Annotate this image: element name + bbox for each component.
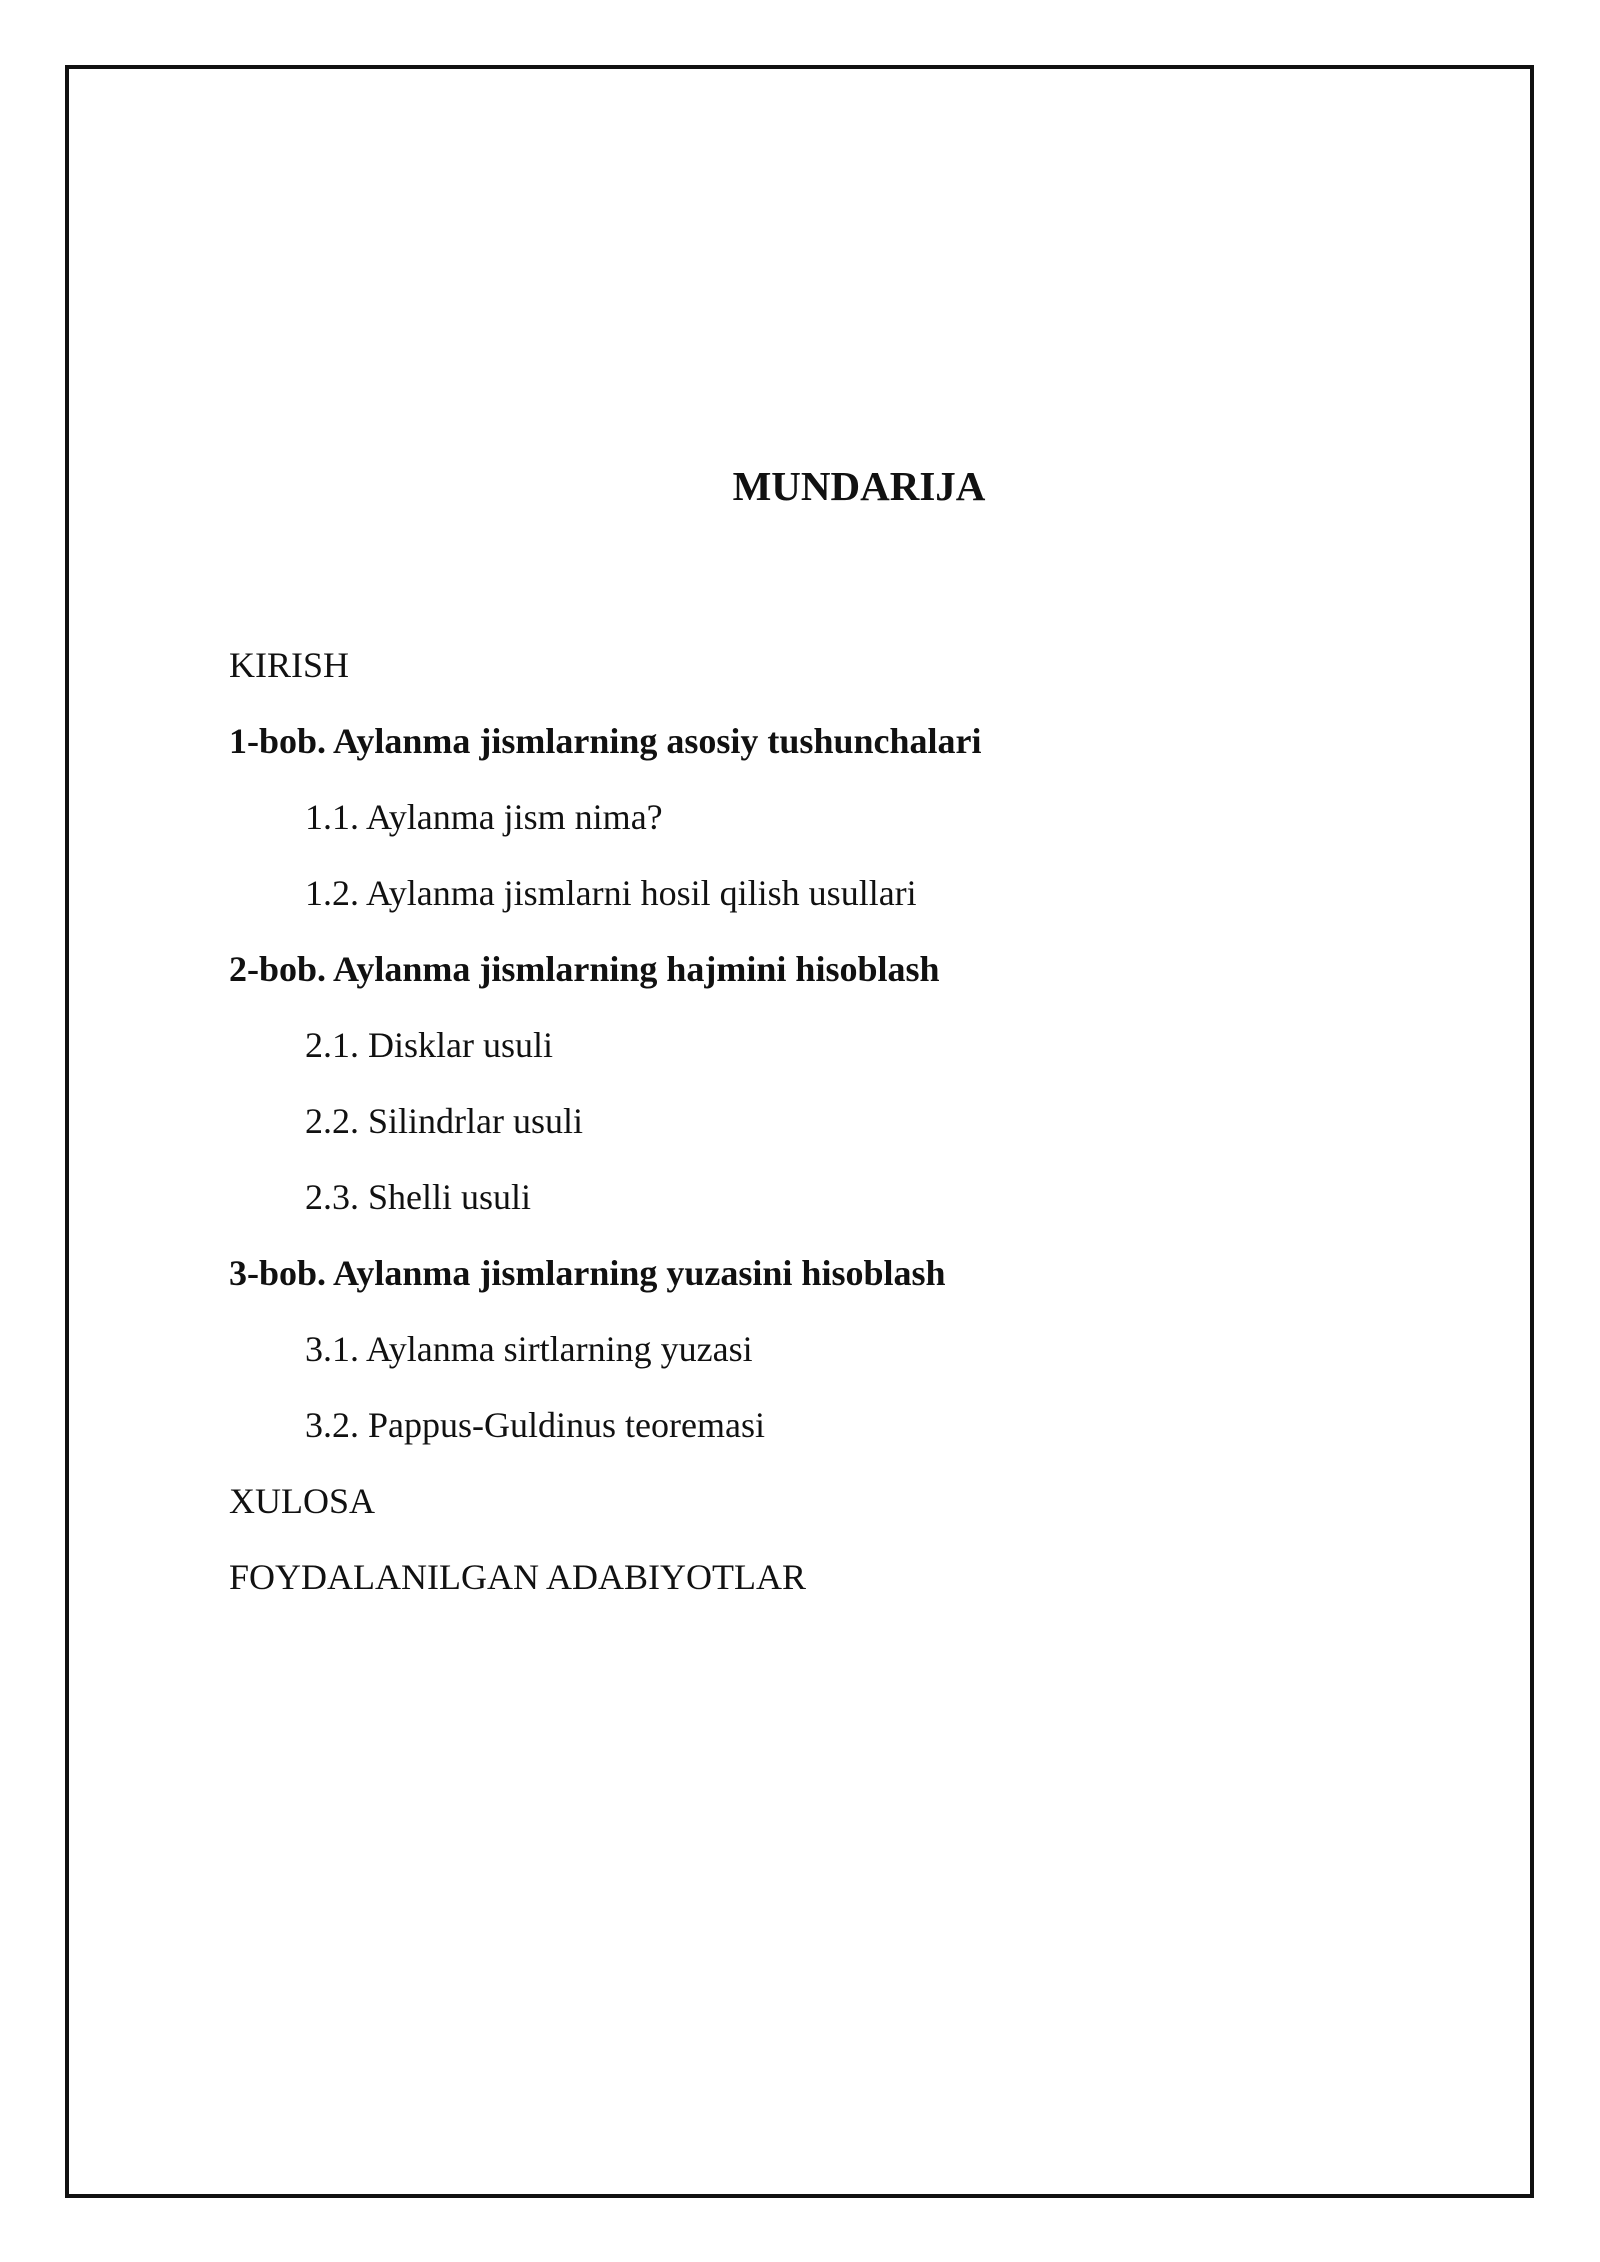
toc-chapter-1: 1-bob. Aylanma jismlarning asosiy tushunchalari [229,721,982,761]
table-of-contents [229,637,981,1625]
toc-section-3-1: 3.1. Aylanma sirtlarning yuzasi [305,1329,753,1369]
toc-section-1-2: 1.2. Aylanma jismlarni hosil qilish usullari [305,873,917,913]
toc-entry-conclusion: XULOSA [229,1481,376,1521]
toc-chapter-2: 2-bob. Aylanma jismlarning hajmini hisoblash [229,949,940,989]
toc-section-2-1: 2.1. Disklar usuli [305,1025,553,1065]
toc-section-1-1: 1.1. Aylanma jism nima? [305,797,663,837]
toc-entry-references: FOYDALANILGAN ADABIYOTLAR [229,1557,806,1597]
toc-section-2-3: 2.3. Shelli usuli [305,1177,532,1217]
toc-section-2-2: 2.2. Silindrlar usuli [305,1101,583,1141]
page-title: MUNDARIJA [732,463,986,509]
toc-chapter-3: 3-bob. Aylanma jismlarning yuzasini hisoblash [229,1253,946,1293]
toc-section-3-2: 3.2. Pappus-Guldinus teoremasi [305,1405,765,1445]
toc-entry-introduction: KIRISH [229,645,350,685]
